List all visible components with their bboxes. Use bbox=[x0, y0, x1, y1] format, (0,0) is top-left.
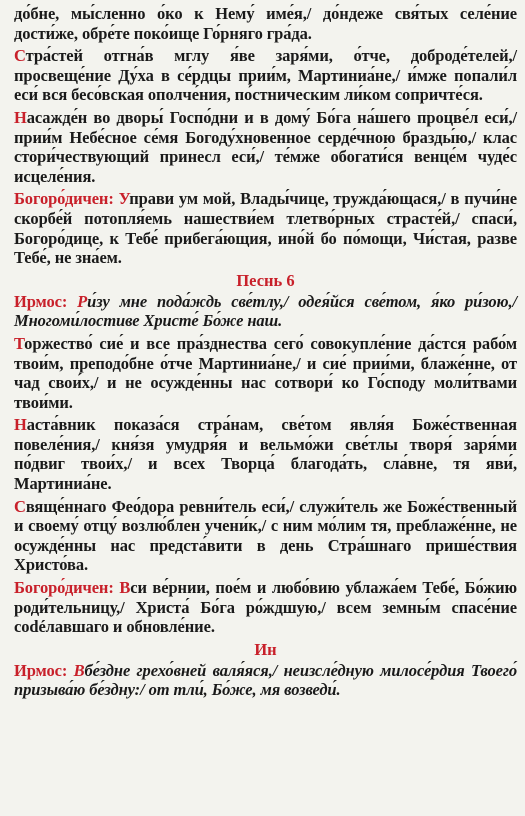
paragraph-continuation bbox=[14, 4, 517, 43]
paragraph-text: до́бне, мы́сленно о́ко к Нему́ име́я,/ до́ндеже свя́тых селе́ние дости́же, обре́те поко́ище Го́рняго гра́да. bbox=[14, 4, 517, 43]
drop-initial: У bbox=[118, 189, 130, 209]
drop-initial: В bbox=[119, 578, 131, 598]
drop-initial: С bbox=[14, 46, 26, 66]
paragraph-text: прави ум мой, Влады́чице, тружда́ющася,/ в пучи́не скорбе́й потопля́емь нашестви́ем тлетво́рных страсте́й,/ спаси́, Богоро́дице, к Тебе́ прибега́ющия, ино́й бо по́мощи, Чи́стая, разве Тебе́, не зна́ем. bbox=[14, 189, 517, 268]
drop-initial: Н bbox=[14, 415, 27, 435]
theotokion-label: Богоро́дичен: bbox=[14, 189, 114, 209]
irmos-label: Ирмос: bbox=[14, 291, 68, 311]
troparion-feast bbox=[14, 334, 517, 412]
paragraph-text: аста́вник показа́ся стра́нам, све́том явля́я Боже́ственная повеле́ния,/ кня́зя умудря́я и вельмо́жи све́тлы творя́ заря́ми по́двиг твои́х,/ и всех Творца́ благода́ть, сла́вне, тя яви́, Мартиниа́не. bbox=[14, 415, 517, 494]
drop-initial: С bbox=[14, 496, 26, 516]
drop-initial: Н bbox=[14, 107, 27, 127]
drop-initial: Р bbox=[77, 291, 88, 311]
paragraph-text: асажде́н во дворы́ Госпо́дни и в дому́ Бо́га на́шего процве́л еси́,/ прии́м Небе́сное се́мя Богоду́хновенное серде́чною бразды́ю,/ клас стори́чествующий принесл еси́,/ те́мже обогати́ся венце́м чуде́с исцеле́ния. bbox=[14, 107, 517, 186]
paragraph-text: оржество́ сие́ и все пра́зднества сего́ совокупле́ние да́стся рабо́м твои́м, преподо́бне о́тче Мартиниа́не,/ и сие́ прии́ми, блаже́нне, от чад свои́х,/ и не осужде́нны нас сотвори́ ко Го́споду моли́твами твои́ми. bbox=[14, 333, 517, 412]
paragraph-text: си ве́рнии, пое́м и любо́вию ублажа́ем Тебе́, Бо́жию роди́тельницу,/ Христа́ Бо́га ро́ждшую,/ всем земны́м спасе́ние сodéлавшаго и обновле́ние. bbox=[14, 578, 517, 637]
drop-initial: Т bbox=[14, 333, 25, 353]
troparion-planted bbox=[14, 108, 517, 186]
irmos-ode-6 bbox=[14, 292, 517, 331]
alternate-irmos-heading: Ин bbox=[254, 639, 277, 659]
drop-initial: В bbox=[73, 660, 85, 680]
troparion-mentor bbox=[14, 415, 517, 493]
paragraph-text: тра́стей отгна́в мглу я́ве заря́ми, о́тче, доброде́телей,/ просвеще́ние Ду́ха в се́рдцы прии́м, Мартиниа́не,/ и́мже попали́л еси́ вся бесо́вская ополче́ния, по́стническим ли́ком сопричте́ся. bbox=[14, 46, 517, 105]
troparion-theodore bbox=[14, 497, 517, 575]
paragraph-text: вяще́ннаго Фео́дора ревни́тель еси́,/ служи́тель же Боже́ственный и своему́ отцу́ возлю́блен учени́к,/ с ним мо́лим тя, преблаже́нне, не осужде́нны нас предста́вити в день Стра́шнаго прише́ствия Христо́ва. bbox=[14, 496, 517, 575]
theotokion-1 bbox=[14, 189, 517, 267]
ode-6-heading: Песнь 6 bbox=[236, 270, 295, 290]
theotokion-label: Богоро́дичен: bbox=[14, 578, 114, 598]
theotokion-2 bbox=[14, 578, 517, 637]
irmos-label: Ирмос: bbox=[14, 660, 68, 680]
troparion-passions bbox=[14, 46, 517, 105]
paragraph-text: бе́здне грехо́вней валя́яся,/ неизсле́дную милосе́рдия Твоего́ призыва́ю бе́здну:/ от тли́, Бо́же, мя возведи́. bbox=[14, 660, 517, 700]
irmos-alternate bbox=[14, 661, 517, 700]
paragraph-text: и́зу мне пода́ждь све́тлу,/ одея́йся све́том, я́ко ри́зою,/ Многоми́лостиве Христе́ Бо́же наш. bbox=[14, 291, 517, 331]
